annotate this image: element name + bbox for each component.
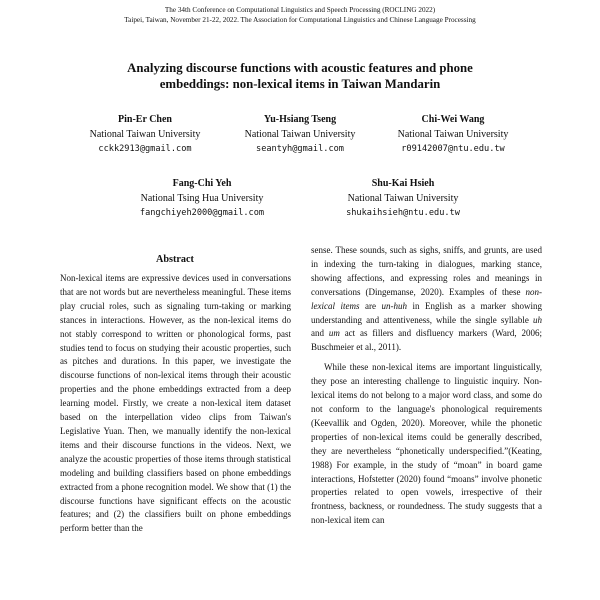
author-block-5 xyxy=(318,176,488,221)
conference-header-line2: Taipei, Taiwan, November 21-22, 2022. The Association for Computational Linguistics and Chinese Language Processing xyxy=(124,16,476,24)
author-email[interactable]: cckk2913@gmail.com xyxy=(98,144,192,154)
intro-paragraph-1: sense. These sounds, such as sighs, sniffs, and grunts, are used in indexing the turn-taking in dialogues, marking stance, showing affections, and expressing roles and meanings in conversations (Dingemanse, 2020). Examples of these non-lexical items are un-huh in English as a marker showing understanding and attentiveness, while the single syllable uh and um act as fillers and disfluency markers (Ward, 2006; Buschmeier et al., 2011). xyxy=(311,245,543,353)
author-name: Shu-Kai Hsieh xyxy=(371,178,435,189)
author-name: Yu-Hsiang Tseng xyxy=(263,114,337,125)
author-affiliation: National Taiwan University xyxy=(244,129,356,140)
paper-title xyxy=(60,60,540,92)
author-affiliation: National Tsing Hua University xyxy=(140,193,264,204)
introduction-column xyxy=(311,244,542,528)
author-name: Fang-Chi Yeh xyxy=(172,178,232,189)
author-affiliation: National Taiwan University xyxy=(89,129,201,140)
title-line1: Analyzing discourse functions with acoustic features and phone xyxy=(127,61,473,75)
author-affiliation: National Taiwan University xyxy=(397,129,509,140)
author-name: Chi-Wei Wang xyxy=(421,114,485,125)
author-email[interactable]: r09142007@ntu.edu.tw xyxy=(401,144,505,154)
abstract-heading: Abstract xyxy=(156,254,194,265)
author-block-4 xyxy=(117,176,287,221)
conference-header-line1: The 34th Conference on Computational Linguistics and Speech Processing (ROCLING 2022) xyxy=(164,6,436,14)
author-block-3 xyxy=(378,112,528,157)
author-block-2 xyxy=(225,112,375,157)
intro-paragraph-2: While these non-lexical items are important linguistically, they pose an interesting challenge to linguistic inquiry. Non-lexical items do not belong to a major word class, and some do not conform to the language's phonological requirements (Keevallik and Ogden, 2020). Moreover, while the phonetic properties of non-lexical items could be generally described, they are nevertheless “phonetically underspecified.”(Keating, 1988) For example, in the study of “moan” in board game interactions, Hofstetter (2020) found “moans” involve phonetic properties related to open vowels, irrespective of their frontness, backness, or roundedness. The study suggests that a non-lexical item can xyxy=(311,362,542,526)
author-affiliation: National Taiwan University xyxy=(347,193,459,204)
author-name: Pin-Er Chen xyxy=(118,114,172,125)
author-email[interactable]: fangchiyeh2000@gmail.com xyxy=(139,208,265,218)
abstract-text xyxy=(60,272,291,536)
author-block-1 xyxy=(70,112,220,157)
author-email[interactable]: shukaihsieh@ntu.edu.tw xyxy=(346,208,460,218)
abstract-paragraph: Non-lexical items are expressive devices used in conversations that are not words but are nevertheless meaningful. These items play crucial roles, such as signaling turn-taking or marking stances in interactions. However, as the non-lexical items do not stably correspond to written or phonological forms, past studies tend to focus on studying their acoustic properties, such as pitches and durations. In this paper, we investigate the discourse functions of non-lexical items through their acoustic properties and the phone embeddings extracted from a deep learning model. Firstly, we create a non-lexical item dataset based on the interpellation video clips from Taiwan's Legislative Yuan. Then, we manually identify the non-lexical items and their discourse functions in the videos. Next, we analyze the acoustic properties of those items through statistical modeling and building classifiers based on phone embeddings extracted from a phone recognition model. We show that (1) the discourse functions have significant effects on the acoustic features; and (2) the classifiers built on phone embeddings perform better than the xyxy=(60,273,291,534)
title-line2: embeddings: non-lexical items in Taiwan Mandarin xyxy=(159,77,441,91)
author-email[interactable]: seantyh@gmail.com xyxy=(256,144,344,154)
